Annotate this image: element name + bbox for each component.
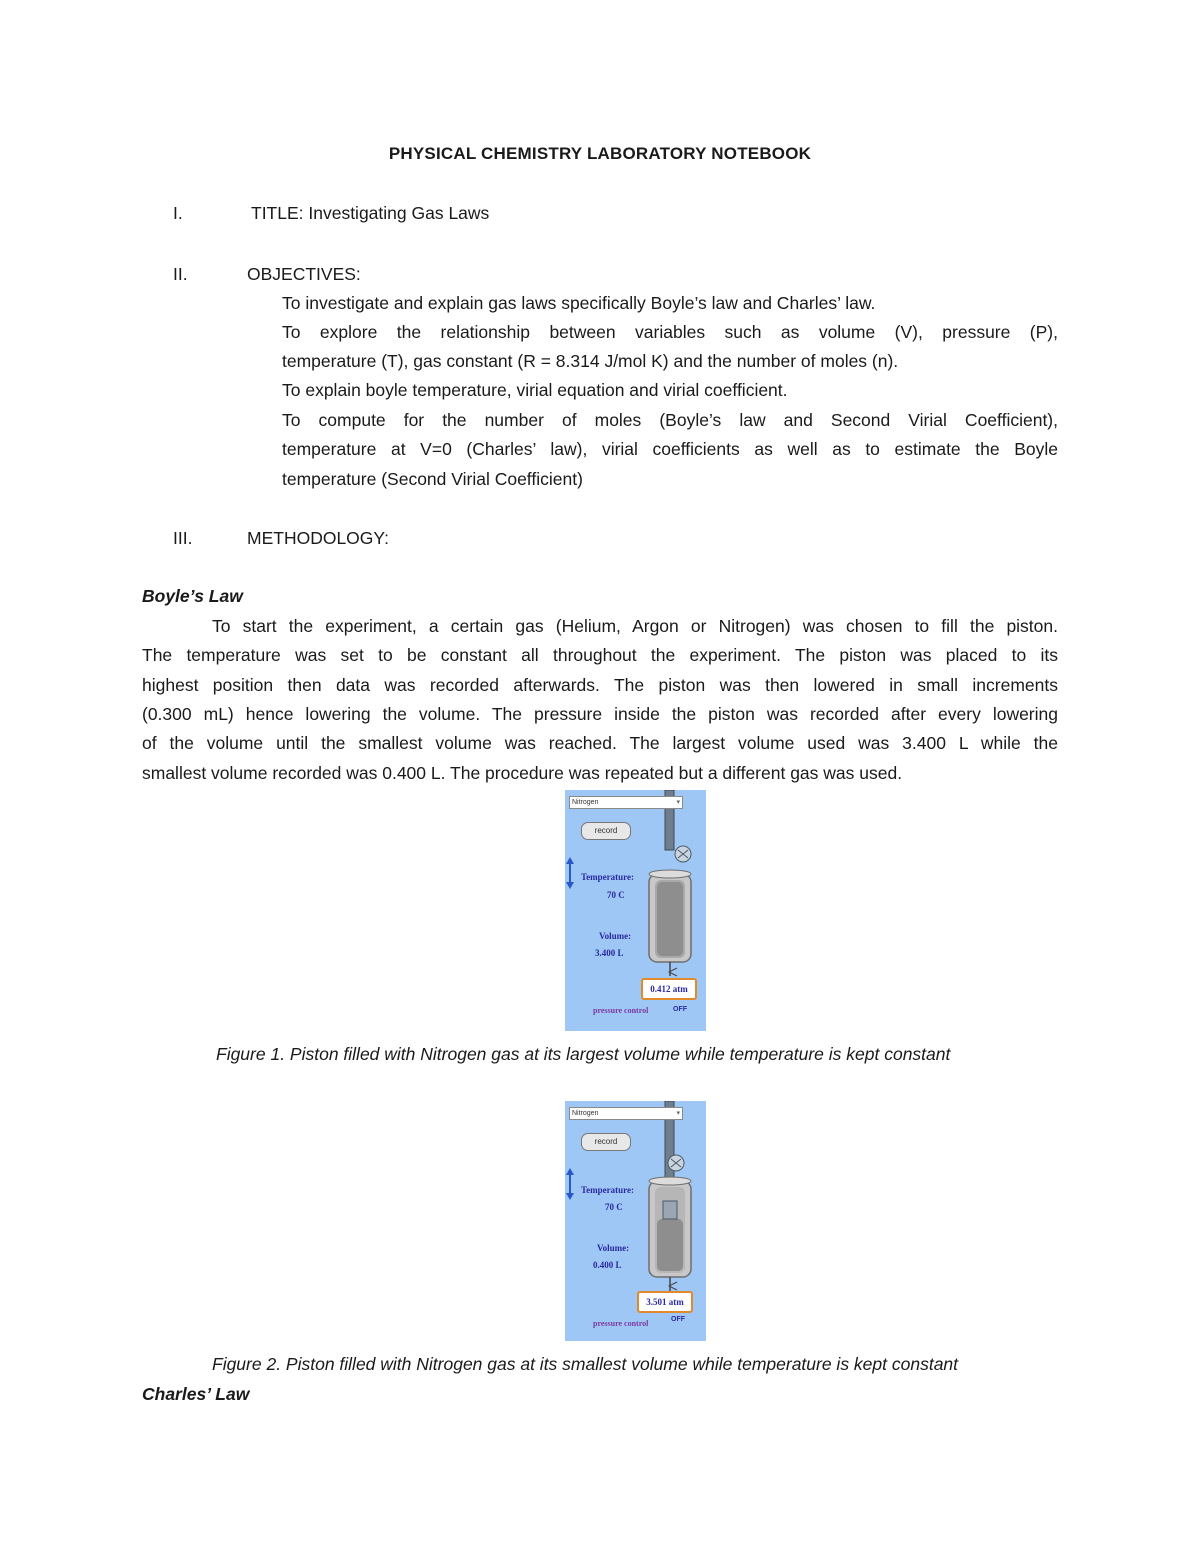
gas-select-value: Nitrogen	[572, 1110, 599, 1117]
document-title: PHYSICAL CHEMISTRY LABORATORY NOTEBOOK	[388, 144, 812, 163]
chevron-down-icon: ▾	[676, 1110, 680, 1117]
section-numeral-ii: II.	[173, 264, 188, 284]
paragraph-line: To start the experiment, a certain gas (Helium, Argon or Nitrogen) was chosen to fill the piston.	[212, 616, 1058, 636]
volume-value: 3.400 L	[595, 948, 624, 958]
section-title-text: TITLE: Investigating Gas Laws	[251, 203, 490, 223]
figure-1-caption: Figure 1. Piston filled with Nitrogen gas at its largest volume while temperature is kept constant	[216, 1044, 951, 1064]
objective-line: temperature at V=0 (Charles’ law), virial coefficients as well as to estimate the Boyle	[282, 439, 1058, 459]
temperature-label: Temperature:	[581, 872, 634, 882]
piston-simulation-figure-1	[565, 790, 706, 1031]
objectives-heading: OBJECTIVES:	[247, 264, 361, 284]
pressure-control-label: pressure control	[593, 1319, 649, 1328]
charles-law-heading: Charles’ Law	[142, 1384, 250, 1404]
pressure-control-toggle[interactable]: OFF	[671, 1316, 685, 1323]
temperature-label: Temperature:	[581, 1185, 634, 1195]
pressure-gauge: 0.412 atm	[641, 978, 697, 1000]
record-button[interactable]: record	[581, 1133, 631, 1151]
gas-select-value: Nitrogen	[572, 799, 599, 806]
temperature-value: 70 C	[607, 890, 625, 900]
temperature-up-down-icon[interactable]	[565, 1167, 575, 1201]
objective-line: temperature (Second Virial Coefficient)	[282, 469, 583, 489]
paragraph-line: (0.300 mL) hence lowering the volume. The pressure inside the piston was recorded after every lowering	[142, 704, 1058, 724]
record-button[interactable]: record	[581, 822, 631, 840]
objective-line: To investigate and explain gas laws specifically Boyle’s law and Charles’ law.	[282, 293, 876, 313]
section-numeral-iii: III.	[173, 528, 193, 548]
volume-value: 0.400 L	[593, 1260, 622, 1270]
volume-label: Volume:	[597, 1243, 630, 1253]
temperature-up-down-icon[interactable]	[565, 856, 575, 890]
boyles-law-heading: Boyle’s Law	[142, 586, 243, 606]
piston-simulation-figure-2	[565, 1101, 706, 1341]
gas-select[interactable]	[569, 1107, 683, 1120]
objective-line: To explain boyle temperature, virial equation and virial coefficient.	[282, 380, 788, 400]
pressure-gauge: 3.501 atm	[637, 1291, 693, 1313]
section-numeral-i: I.	[173, 203, 183, 223]
objective-line: To compute for the number of moles (Boyle’s law and Second Virial Coefficient),	[282, 410, 1058, 430]
volume-label: Volume:	[599, 931, 632, 941]
paragraph-line: highest position then data was recorded afterwards. The piston was then lowered in small increments	[142, 675, 1058, 695]
paragraph-line: The temperature was set to be constant all throughout the experiment. The piston was placed to its	[142, 645, 1058, 665]
chevron-down-icon: ▾	[676, 799, 680, 806]
pressure-control-toggle[interactable]: OFF	[673, 1006, 687, 1013]
temperature-value: 70 C	[605, 1202, 623, 1212]
objective-line: To explore the relationship between variables such as volume (V), pressure (P),	[282, 322, 1058, 342]
paragraph-line: of the volume until the smallest volume was reached. The largest volume used was 3.400 L while the	[142, 733, 1058, 753]
pressure-control-label: pressure control	[593, 1006, 649, 1015]
methodology-heading: METHODOLOGY:	[247, 528, 389, 548]
figure-2-caption: Figure 2. Piston filled with Nitrogen gas at its smallest volume while temperature is kept constant	[212, 1354, 959, 1374]
gas-select[interactable]	[569, 796, 683, 809]
objective-line: temperature (T), gas constant (R = 8.314 J/mol K) and the number of moles (n).	[282, 351, 899, 371]
paragraph-line: smallest volume recorded was 0.400 L. The procedure was repeated but a different gas was used.	[142, 763, 903, 783]
